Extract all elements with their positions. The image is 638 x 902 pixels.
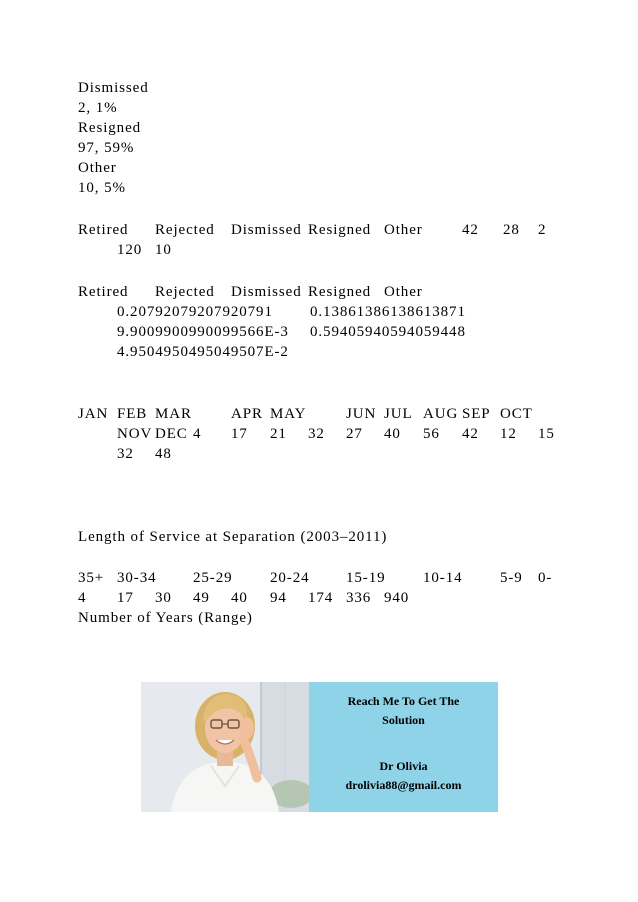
service-range: 15-19 xyxy=(346,570,386,586)
ad-headline-2: Solution xyxy=(382,713,425,727)
service-value: 336 xyxy=(346,590,372,606)
profile-photo xyxy=(141,682,309,812)
month-label: APR xyxy=(231,406,263,422)
ratio-value: 0.13861386138613871 xyxy=(310,304,466,320)
month-label: MAR xyxy=(155,406,192,422)
service-value: 174 xyxy=(308,590,334,606)
counts-header-dismissed: Dismissed xyxy=(231,222,302,238)
month-value: 15 xyxy=(538,426,555,442)
month-value: 48 xyxy=(155,446,172,462)
service-value: 94 xyxy=(270,590,287,606)
counts-value: 120 xyxy=(117,242,143,258)
service-value: 940 xyxy=(384,590,410,606)
month-label: SEP xyxy=(462,406,491,422)
service-value: 17 xyxy=(117,590,134,606)
ratio-value: 9.9009900990099566E-3 xyxy=(117,324,289,340)
ad-contact-email[interactable]: drolivia88@gmail.com xyxy=(345,778,462,792)
counts-value: 42 xyxy=(462,222,479,238)
legend-value-other: 10, 5% xyxy=(78,180,126,196)
service-axis-label: Number of Years (Range) xyxy=(78,610,253,626)
month-label: JAN xyxy=(78,406,109,422)
service-range: 20-24 xyxy=(270,570,310,586)
counts-header-rejected: Rejected xyxy=(155,222,215,238)
legend-value-dismissed: 2, 1% xyxy=(78,100,118,116)
legend-label-other: Other xyxy=(78,160,117,176)
service-value: 49 xyxy=(193,590,210,606)
ratios-header-retired: Retired xyxy=(78,284,129,300)
service-range: 5-9 xyxy=(500,570,523,586)
counts-value: 10 xyxy=(155,242,172,258)
ratio-value: 0.59405940594059448 xyxy=(310,324,466,340)
service-range: 30-34 xyxy=(117,570,157,586)
service-range: 0- xyxy=(538,570,553,586)
service-range-cont: 4 xyxy=(78,590,87,606)
service-value: 30 xyxy=(155,590,172,606)
ratios-header-resigned: Resigned xyxy=(308,284,372,300)
legend-value-resigned: 97, 59% xyxy=(78,140,135,156)
month-value: 32 xyxy=(308,426,325,442)
counts-header-other: Other xyxy=(384,222,423,238)
ratios-header-dismissed: Dismissed xyxy=(231,284,302,300)
month-value: 12 xyxy=(500,426,517,442)
month-value: 40 xyxy=(384,426,401,442)
service-range: 25-29 xyxy=(193,570,233,586)
legend-label-resigned: Resigned xyxy=(78,120,142,136)
month-label: DEC xyxy=(155,426,188,442)
ratios-header-other: Other xyxy=(384,284,423,300)
month-label: MAY xyxy=(270,406,307,422)
woman-portrait-icon xyxy=(141,682,309,812)
month-label: JUL xyxy=(384,406,413,422)
ad-headline: Reach Me To Get The xyxy=(347,694,460,708)
month-value: 27 xyxy=(346,426,363,442)
counts-header-retired: Retired xyxy=(78,222,129,238)
ad-contact-name: Dr Olivia xyxy=(379,759,428,773)
service-value: 40 xyxy=(231,590,248,606)
ratio-value: 4.9504950495049507E-2 xyxy=(117,344,289,360)
month-label: JUN xyxy=(346,406,377,422)
ratio-value: 0.20792079207920791 xyxy=(117,304,273,320)
month-value: 21 xyxy=(270,426,287,442)
month-label: NOV xyxy=(117,426,153,442)
counts-value: 2 xyxy=(538,222,547,238)
contact-panel xyxy=(309,682,498,812)
service-range: 35+ xyxy=(78,570,105,586)
month-label: FEB xyxy=(117,406,148,422)
ratios-header-rejected: Rejected xyxy=(155,284,215,300)
month-label: OCT xyxy=(500,406,533,422)
contact-banner[interactable] xyxy=(141,682,498,812)
month-value: 56 xyxy=(423,426,440,442)
month-value: 42 xyxy=(462,426,479,442)
legend-label-dismissed: Dismissed xyxy=(78,80,149,96)
service-title: Length of Service at Separation (2003–2011) xyxy=(78,529,388,545)
month-value: 4 xyxy=(193,426,202,442)
month-value: 32 xyxy=(117,446,134,462)
month-value: 17 xyxy=(231,426,248,442)
service-range: 10-14 xyxy=(423,570,463,586)
counts-header-resigned: Resigned xyxy=(308,222,372,238)
counts-value: 28 xyxy=(503,222,520,238)
month-label: AUG xyxy=(423,406,459,422)
